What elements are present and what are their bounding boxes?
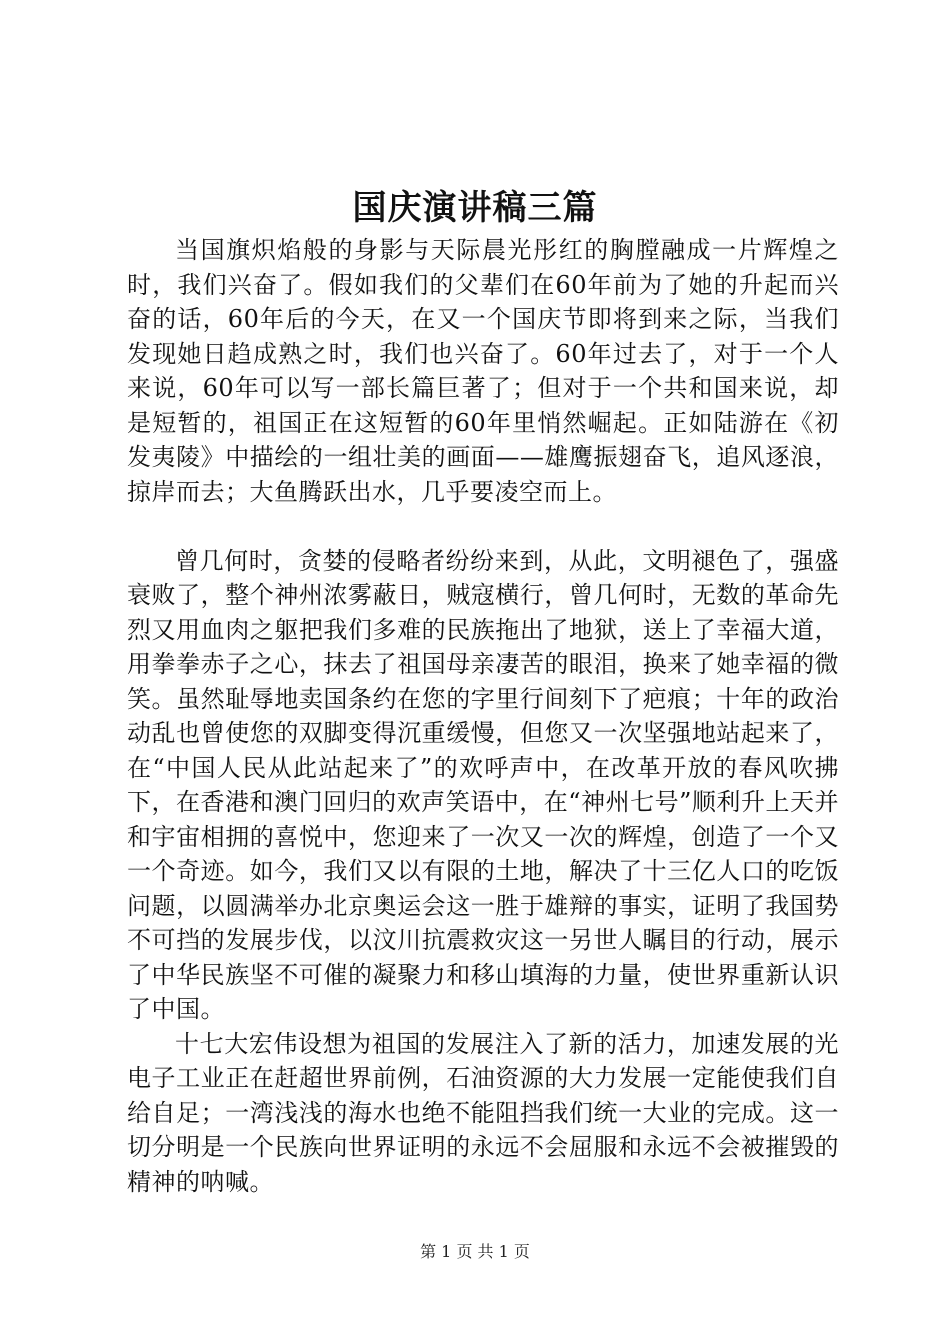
page-footer: 第 1 页 共 1 页	[420, 1242, 530, 1261]
document-title: 国庆演讲稿三篇	[352, 188, 598, 228]
document-body	[127, 233, 839, 1199]
paragraph-1: 当国旗炽焰般的身影与天际晨光彤红的胸膛融成一片辉煌之时，我们兴奋了。假如我们的父辈们在60年前为了她的升起而兴奋的话，60年后的今天，在又一个国庆节即将到来之际，当我们发现她日趋成熟之时，我们也兴奋了。60年过去了，对于一个人来说，60年可以写一部长篇巨著了；但对于一个共和国来说，却是短暂的，祖国正在这短暂的60年里悄然崛起。正如陆游在《初发夷陵》中描绘的一组壮美的画面——雄鹰振翅奋飞，追风逐浪，掠岸而去；大鱼腾跃出水，几乎要凌空而上。	[127, 236, 839, 506]
paragraph-3: 十七大宏伟设想为祖国的发展注入了新的活力，加速发展的光电子工业正在赶超世界前例，石油资源的大力发展一定能使我们自给自足；一湾浅浅的海水也绝不能阻挡我们统一大业的完成。这一切分明是一个民族向世界证明的永远不会屈服和永远不会被摧毁的精神的呐喊。	[127, 1029, 839, 1196]
paragraph-2: 曾几何时，贪婪的侵略者纷纷来到，从此，文明褪色了，强盛衰败了，整个神州浓雾蔽日，贼寇横行，曾几何时，无数的革命先烈又用血肉之躯把我们多难的民族拖出了地狱，送上了幸福大道，用拳拳赤子之心，抹去了祖国母亲凄苦的眼泪，换来了她幸福的微笑。虽然耻辱地卖国条约在您的字里行间刻下了疤痕；十年的政治动乱也曾使您的双脚变得沉重缓慢，但您又一次坚强地站起来了，在“中国人民从此站起来了”的欢呼声中，在改革开放的春风吹拂下，在香港和澳门回归的欢声笑语中，在“神州七号”顺利升上天并和宇宙相拥的喜悦中，您迎来了一次又一次的辉煌，创造了一个又一个奇迹。如今，我们又以有限的土地，解决了十三亿人口的吃饭问题，以圆满举办北京奥运会这一胜于雄辩的事实，证明了我国势不可挡的发展步伐，以汶川抗震救灾这一另世人瞩目的行动，展示了中华民族坚不可催的凝聚力和移山填海的力量，使世界重新认识了中国。	[127, 546, 839, 1023]
